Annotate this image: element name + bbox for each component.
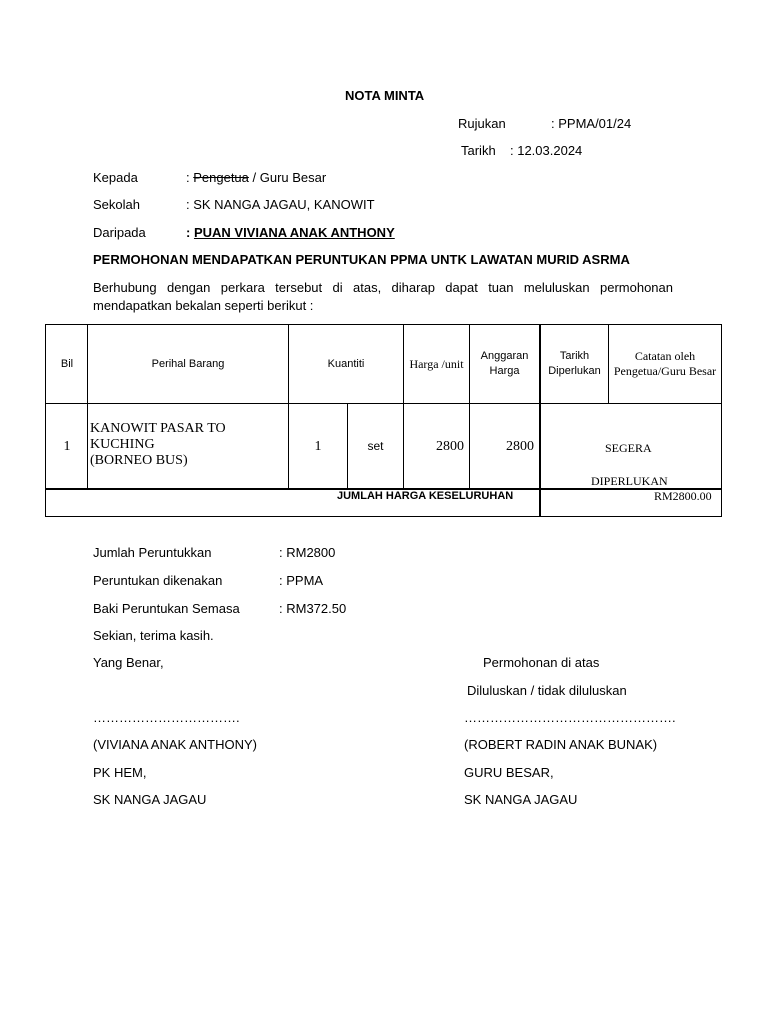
sekolah-label: Sekolah	[93, 197, 140, 212]
rujukan-value: : PPMA/01/24	[551, 116, 632, 131]
summary-label-1: Jumlah Peruntukkan	[93, 545, 212, 560]
daripada-value	[186, 225, 395, 240]
summary-label-2: Peruntukan dikenakan	[93, 573, 223, 588]
subject-line: PERMOHONAN MENDAPATKAN PERUNTUKAN PPMA UNTK LAWATAN MURID ASRMA	[93, 252, 630, 267]
row-tarikh-line2: DIPERLUKAN	[591, 474, 668, 488]
row-harga: 2800	[436, 438, 464, 454]
right-approval-line1: Permohonan di atas	[483, 655, 600, 670]
header-anggaran	[470, 325, 539, 403]
tarikh-label: Tarikh	[461, 143, 496, 158]
summary-label-3: Baki Peruntukan Semasa	[93, 601, 240, 616]
header-perihal: Perihal Barang	[151, 357, 225, 370]
header-tarikh	[541, 325, 608, 403]
summary-value-2: : PPMA	[279, 573, 324, 588]
row-bil: 1	[63, 438, 71, 454]
kepada-label: Kepada	[93, 170, 138, 185]
daripada-name: PUAN VIVIANA ANAK ANTHONY	[193, 225, 395, 240]
intro-paragraph: Berhubung dengan perkara tersebut di atas, diharap dapat tuan meluluskan permohonan mendapatkan bekalan seperti berikut :	[93, 280, 673, 313]
row-perihal-line3: (BORNEO BUS)	[90, 453, 188, 468]
left-signatory-role: PK HEM,	[93, 765, 147, 780]
left-signatory-school: SK NANGA JAGAU	[93, 792, 207, 807]
right-signature-line: ………………………………………….	[464, 710, 676, 725]
header-anggaran-line2: Harga	[489, 365, 520, 377]
header-tarikh-line2: Diperlukan	[548, 365, 601, 377]
kepada-rest: / Guru Besar	[248, 170, 327, 185]
header-anggaran-line1: Anggaran	[480, 350, 529, 362]
closing-text: Sekian, terima kasih.	[93, 628, 214, 643]
total-value: RM2800.00	[654, 489, 712, 503]
right-signatory-school: SK NANGA JAGAU	[464, 792, 578, 807]
sekolah-value: : SK NANGA JAGAU, KANOWIT	[186, 197, 375, 212]
tarikh-value: : 12.03.2024	[510, 143, 583, 158]
row-perihal-line2: KUCHING	[90, 437, 155, 452]
header-catatan-line1: Catatan oleh	[634, 349, 696, 363]
header-bil: Bil	[60, 357, 74, 370]
left-greeting: Yang Benar,	[93, 655, 164, 670]
row-perihal	[90, 421, 226, 469]
daripada-label: Daripada	[93, 225, 146, 240]
daripada-prefix: :	[186, 225, 194, 240]
row-unit: set	[367, 438, 384, 453]
right-approval-line2: Diluluskan / tidak diluluskan	[467, 683, 627, 698]
header-tarikh-line1: Tarikh	[559, 350, 590, 362]
rujukan-label: Rujukan	[458, 116, 506, 131]
header-catatan-line2: Pengetua/Guru Besar	[613, 364, 717, 378]
right-signatory-role: GURU BESAR,	[464, 765, 554, 780]
row-perihal-line1: KANOWIT PASAR TO	[90, 421, 226, 436]
left-signature-line: …………………………….	[93, 710, 240, 725]
header-kuantiti: Kuantiti	[327, 357, 365, 370]
kepada-value	[186, 170, 326, 185]
header-catatan	[609, 325, 721, 403]
row-tarikh-line1: SEGERA	[605, 441, 652, 455]
row-anggaran: 2800	[506, 438, 534, 454]
kepada-struck: Pengetua	[193, 170, 249, 185]
row-qty: 1	[314, 438, 322, 454]
left-signatory-name: (VIVIANA ANAK ANTHONY)	[93, 737, 257, 752]
summary-value-3: : RM372.50	[279, 601, 347, 616]
request-table	[45, 324, 722, 517]
kepada-prefix: :	[186, 170, 194, 185]
header-harga-unit: Harga /unit	[409, 356, 464, 371]
right-signatory-name: (ROBERT RADIN ANAK BUNAK)	[464, 737, 658, 752]
total-label: JUMLAH HARGA KESELURUHAN	[337, 490, 514, 502]
memo-title: NOTA MINTA	[345, 88, 425, 103]
summary-value-1: : RM2800	[279, 545, 336, 560]
